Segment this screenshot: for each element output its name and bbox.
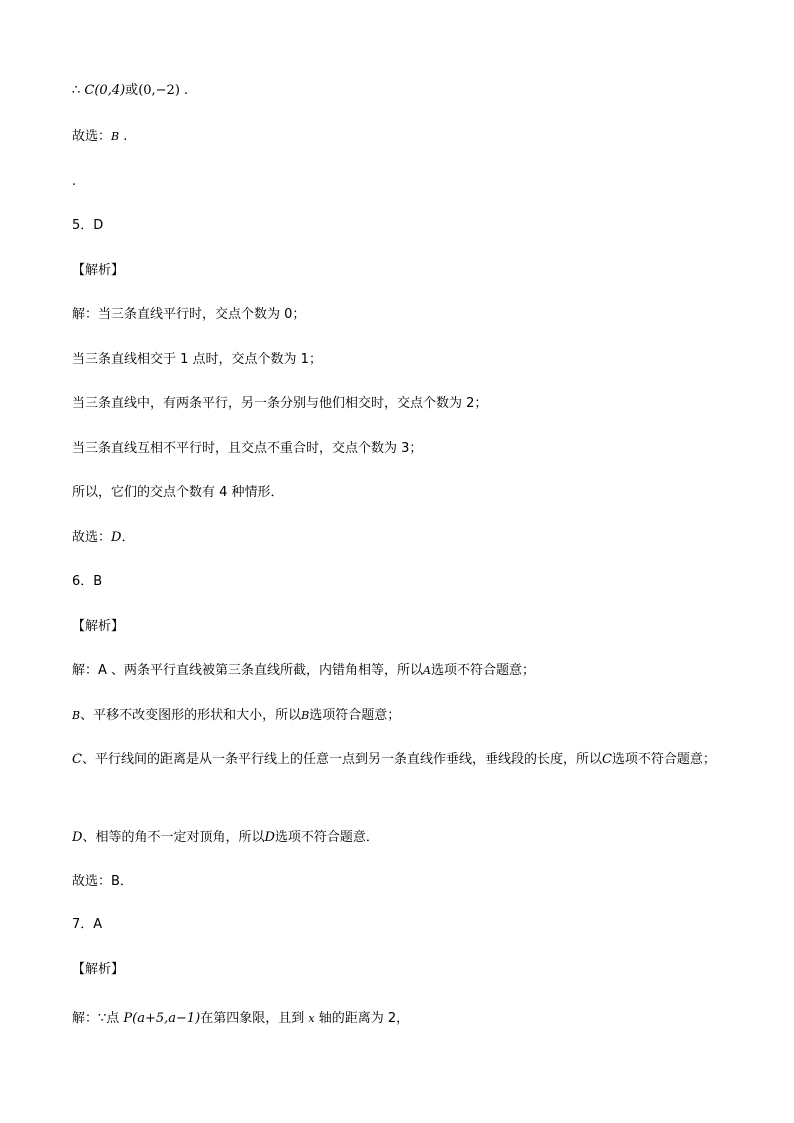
option-c-letter-ref: C — [601, 752, 612, 767]
therefore-symbol: ∴ — [72, 83, 85, 98]
q6-option-b — [72, 705, 722, 727]
analysis-heading-5: 【解析】 — [72, 263, 125, 278]
answer-choice: D — [111, 530, 122, 545]
point-p-coords: P(a+5,a−1) — [123, 1011, 201, 1026]
question-5-heading: 5．D — [72, 218, 104, 233]
option-a-letter: A — [423, 664, 431, 677]
option-c-letter: C — [72, 752, 82, 767]
option-d-text: 、相等的角不一定对顶角，所以 — [82, 830, 265, 845]
option-b-letter: B — [72, 709, 81, 722]
distance-text: 轴的距离为 2， — [314, 1011, 410, 1026]
q5-summary: 所以，它们的交点个数有 4 种情形． — [72, 485, 284, 500]
alt-coords: (0,−2) — [138, 83, 180, 98]
q5-case-4: 当三条直线互相不平行时，且交点不重合时，交点个数为 3； — [72, 441, 423, 456]
period: ． — [121, 530, 135, 545]
option-a-text: 解：A 、两条平行直线被第三条直线所截，内错角相等，所以 — [72, 663, 424, 678]
q5-case-3: 当三条直线中，有两条平行，另一条分别与他们相交时，交点个数为 2； — [72, 396, 488, 411]
because-prefix: 解：∵点 — [72, 1011, 124, 1026]
option-d-letter: D — [72, 830, 83, 845]
answer-line-4 — [72, 126, 722, 148]
option-b-text: 、平移不改变图形的形状和大小，所以 — [80, 708, 302, 723]
dot-line: . — [72, 174, 77, 189]
analysis-heading-7: 【解析】 — [72, 962, 125, 977]
point-c-coords: C(0,4) — [84, 83, 126, 98]
x-axis-var: x — [308, 1012, 315, 1025]
option-a-result: 选项不符合题意； — [430, 663, 535, 678]
option-d-result: 选项不符合题意． — [274, 830, 379, 845]
q7-solution-start — [72, 1008, 722, 1030]
q6-option-a — [72, 660, 722, 682]
q5-case-2: 当三条直线相交于 1 点时，交点个数为 1； — [72, 352, 322, 367]
option-c-result: 选项不符合题意； — [611, 752, 716, 767]
option-b-letter-ref: B — [301, 709, 310, 722]
q5-case-1: 解：当三条直线平行时，交点个数为 0； — [72, 307, 306, 322]
option-c-text: 、平行线间的距离是从一条平行线上的任意一点到另一条直线作垂线，垂线段的长度，所以 — [81, 752, 602, 767]
period: . — [179, 83, 189, 98]
or-word: 或 — [125, 83, 139, 98]
answer-line-5 — [72, 527, 722, 549]
answer-label: 故选： — [72, 129, 112, 144]
q6-option-d — [72, 827, 722, 849]
option-d-letter-ref: D — [264, 830, 275, 845]
period: . — [119, 129, 128, 144]
question-7-heading: 7．A — [72, 917, 103, 932]
question-6-heading: 6．B — [72, 574, 103, 589]
conclusion-line — [72, 80, 722, 102]
answer-choice: B — [111, 130, 120, 143]
answer-label: 故选： — [72, 530, 112, 545]
q6-option-c — [72, 744, 722, 776]
analysis-heading-6: 【解析】 — [72, 619, 125, 634]
answer-line-6: 故选：B． — [72, 874, 133, 889]
quadrant-text: 在第四象限，且到 — [200, 1011, 309, 1026]
option-b-result: 选项符合题意； — [309, 708, 401, 723]
